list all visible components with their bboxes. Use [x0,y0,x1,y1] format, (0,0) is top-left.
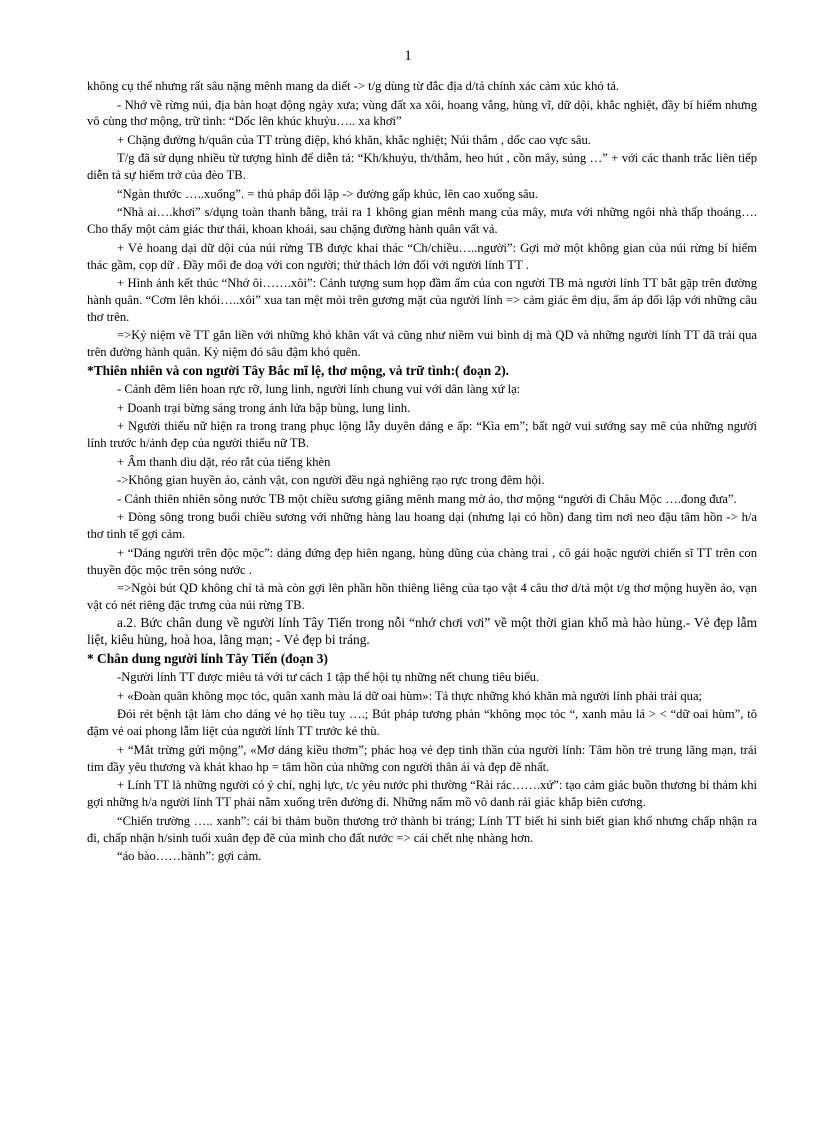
paragraph: T/g đã sử dụng nhiều từ tượng hình để diễn tả: “Kh/khuỷu, th/thẳm, heo hút , cồn mây, súng …” + với các thanh trắc liên tiếp diễn tả sự hiểm trở của đèo TB. [87,151,757,183]
paragraph: Đói rét bệnh tật làm cho dáng vẻ họ tiều tuỵ ….; Bút pháp tương phản “không mọc tóc “, xanh màu lá > < “dữ oai hùm”, tô đậm vẻ oai phong lẫm liệt của người lính TT trước kẻ thù. [87,707,757,739]
section-heading: * Chân dung người lính Tây Tiến (đoạn 3) [87,650,328,666]
paragraph: -Người lính TT được miêu tả với tư cách 1 tập thể hội tụ những nết chung tiêu biểu. [117,670,540,685]
page-number: 1 [404,48,412,64]
paragraph: ->Không gian huyền ảo, cảnh vật, con người đều ngả nghiêng rạo rực trong đêm hội. [117,473,545,488]
paragraph: + Vẻ hoang dại dữ dội của núi rừng TB được khai thác “Ch/chiều…..người”: Gợi mở một không gian của núi rừng bí hiểm thác gầm, cọp dữ . Đầy mối đe doạ với con người; thử thách lớn đối với người lính TT . [87,240,757,272]
paragraph: + “Dáng người trên độc mộc”: dáng đứng đẹp hiên ngang, hùng dũng của chàng trai , cô gái hoặc người chiến sĩ TT trên con thuyền độc mộc trên sóng nước . [87,545,757,577]
paragraph: + Hình ảnh kết thúc “Nhớ ôi…….xôi”: Cảnh tượng sum họp đầm ấm của con người TB mà người lính TT bắt gặp trên đường hành quân. “Cơm lên khói…..xôi” xua tan mệt mỏi trên gương mặt của người lính => cảm giác êm dịu, ấm áp đối lập với những câu thơ trên. [87,276,757,324]
paragraph: =>Ngòi bút QD không chỉ tả mà còn gợi lên phần hồn thiêng liêng của tạo vật 4 câu thơ d/tả một t/g thơ mộng huyền ảo, vạn vật có nét riêng đặc trưng của núi rừng TB. [87,581,757,612]
paragraph: + Âm thanh dìu dặt, réo rắt của tiếng khèn [117,454,331,469]
document-body [87,78,757,867]
paragraph: + Doanh trại bừng sáng trong ánh lửa bập bùng, lung linh. [117,400,411,415]
subsection-heading: a.2. Bức chân dung về người lính Tây Tiến trong nỗi “nhớ chơi vơi” về một thời gian khổ mà hào hùng.- Vẻ đẹp lẫm liệt, kiêu hùng, hoà hoa, lãng mạn; - Vẻ đẹp bi tráng. [87,615,757,648]
paragraph: + Người thiếu nữ hiện ra trong trang phục lộng lẫy duyên dáng e ấp: “Kìa em”; bất ngờ vui sướng say mê của những người lính trước h/ảnh đẹp của người thiếu nữ TB. [87,419,757,451]
paragraph: - Nhớ về rừng núi, địa bàn hoạt động ngày xưa; vùng đất xa xôi, hoang vắng, hùng vĩ, dữ dội, khắc nghiệt, đầy bí hiểm nhưng vô cùng thơ mộng, trữ tình: “Dốc lên khúc khuỷu….. xa khơi” [87,97,757,129]
paragraph: - Cảnh thiên nhiên sông nước TB một chiều sương giăng mênh mang mờ ảo, thơ mộng “người đi Châu Mộc ….đong đưa”. [117,491,737,506]
section-heading: *Thiên nhiên và con người Tây Bắc mĩ lệ, thơ mộng, và trữ tình:( đoạn 2). [87,362,510,378]
paragraph: + “Mắt trừng gửi mộng”, «Mơ dáng kiều thơm”; phác hoạ vẻ đẹp tinh thần của người lính: Tâm hồn trẻ trung lãng mạn, trái tim đầy yêu thương và khát khao hp = tâm hồn của những con người thân ái và đẹp đẽ nhất. [87,742,757,774]
paragraph: + Lính TT là những người có ý chí, nghị lực, t/c yêu nước phi thường “Rải rác…….xứ”: tạo cảm giác buồn thương bi thảm khi gợi những h/a người lính TT phải nằm xuống trên đường đi. Những nấm mồ vô danh rải giác khắp biên cương. [87,778,757,810]
paragraph: + Chặng đường h/quân của TT trùng điệp, khó khăn, khắc nghiệt; Núi thẳm , dốc cao vực sâu. [117,132,591,147]
paragraph: “áo bào……hành”: gợi cảm. [117,849,262,863]
paragraph: không cụ thể nhưng rất sâu nặng mênh mang da diết -> t/g dùng từ đắc địa d/tả chính xác cảm xúc khó tả. [87,79,620,93]
paragraph: + Dòng sông trong buổi chiều sương với những hàng lau hoang dại (nhưng lại có hồn) đang tìm nơi neo đậu tâm hồn -> h/a thơ tinh tế gợi cảm. [87,510,757,542]
paragraph: - Cảnh đêm liên hoan rực rỡ, lung linh, người lính chung vui với dân làng xứ lạ: [117,382,521,397]
paragraph: + «Đoàn quân không mọc tóc, quân xanh màu lá dữ oai hùm»: Tả thực những khó khăn mà người lính phải trải qua; [117,688,703,703]
paragraph: =>Kỷ niệm về TT gắn liền với những khó khăn vất vả cũng như niềm vui bình dị mà QD và những người lính TT đã trải qua trên đường hành quân. Kỷ niệm đó sâu đậm khó quên. [87,328,757,360]
paragraph: “Nhà ai….khơi” s/dụng toàn thanh bằng, trải ra 1 không gian mênh mang của mây, mưa với những ngôi nhà thấp thoáng…. Cho thấy một cảm giác thư thái, khoan khoái, sau chặng đường hành quân vất vả. [87,205,757,237]
paragraph: “Chiến trường ….. xanh”: cái bi thảm buồn thương trở thành bi tráng; Lính TT biết hi sinh biết gian khổ nhưng chấp nhận ra đi, chấp nhận h/sinh tuổi xuân đẹp đẽ của mình cho đất nước => cái chết nhẹ nhàng hơn. [87,813,757,845]
paragraph: “Ngàn thước …..xuống”. = thủ pháp đối lập -> đường gấp khúc, lên cao xuống sâu. [117,186,538,201]
